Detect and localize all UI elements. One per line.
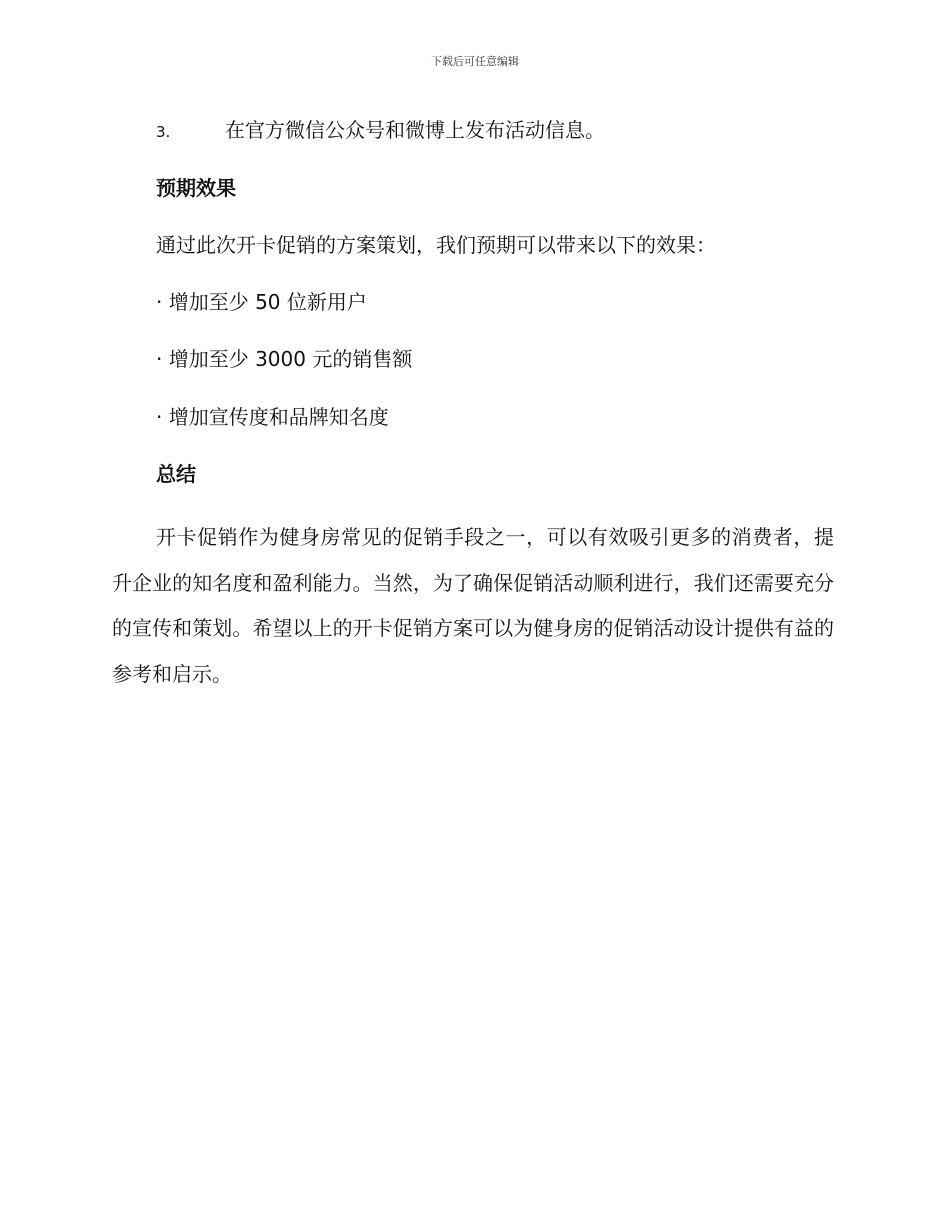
bullet-item-brand-awareness: · 增加宣传度和品牌知名度 <box>156 405 389 429</box>
list-item-text: 在官方微信公众号和微博上发布活动信息。 <box>225 118 605 142</box>
bullet-item-new-users: · 增加至少 50 位新用户 <box>156 290 367 314</box>
section-heading-expected-effects: 预期效果 <box>156 176 236 200</box>
expected-effects-intro: 通过此次开卡促销的方案策划，我们预期可以带来以下的效果： <box>156 233 716 257</box>
list-item-number: 3. <box>156 123 171 141</box>
bullet-item-sales: · 增加至少 3000 元的销售额 <box>156 347 413 371</box>
page-header-note: 下载后可任意编辑 <box>431 55 519 68</box>
section-heading-summary: 总结 <box>156 462 196 486</box>
summary-paragraph: 开卡促销作为健身房常见的促销手段之一，可以有效吸引更多的消费者，提升企业的知名度和盈利能力。当然，为了确保促销活动顺利进行，我们还需要充分的宣传和策划。希望以上的开卡促销方案可以为健身房的促销活动设计提供有益的参考和启示。 <box>112 525 834 686</box>
list-item-3 <box>156 116 605 146</box>
